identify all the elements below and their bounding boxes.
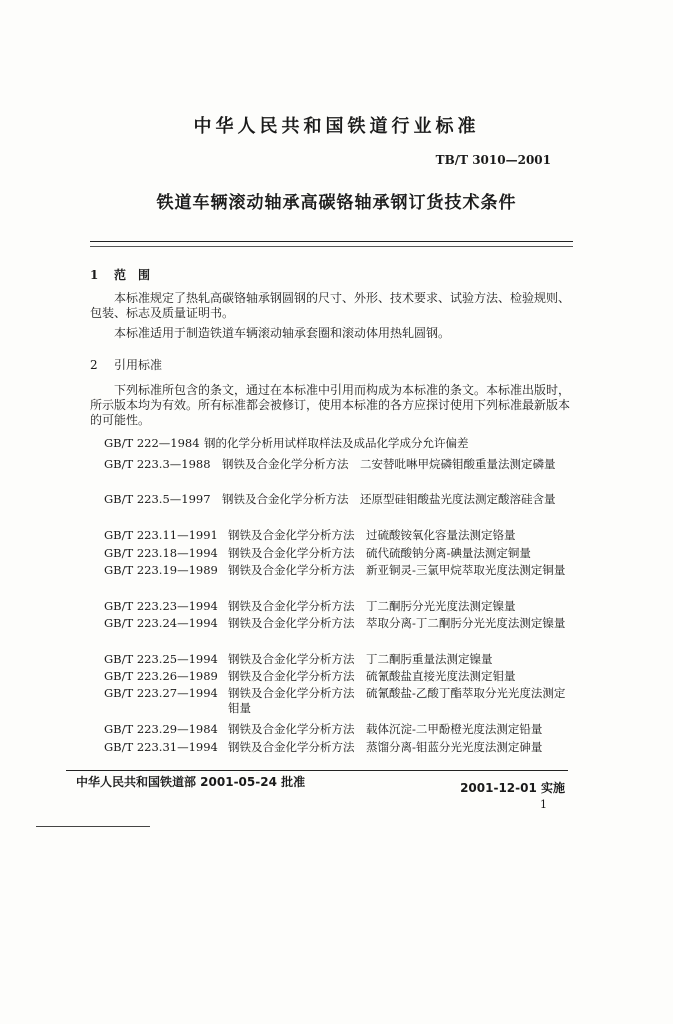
reference-code: GB/T 223.31—1994 <box>104 740 218 754</box>
section-2-title: 引用标准 <box>114 358 163 372</box>
reference-title: 钢铁及合金化学分析方法 蒸馏分离-钼蓝分光光度法测定砷量 <box>228 740 543 754</box>
reference-title: 钢铁及合金化学分析方法 丁二酮肟重量法测定镍量 <box>228 652 493 666</box>
section-2-intro: 下列标准所包含的条文，通过在本标准中引用而构成为本标准的条文。本标准出版时，所示版本均为有效。所有标准都会被修订，使用本标准的各方应探讨使用下列标准最新版本的可能性。 <box>90 383 571 427</box>
document-title: 铁道车辆滚动轴承高碳铬轴承钢订货技术条件 <box>156 193 517 213</box>
reference-title: 钢铁及合金化学分析方法 还原型硅钼酸盐光度法测定酸溶硅含量 <box>222 492 556 506</box>
reference-title: 钢铁及合金化学分析方法 硫氰酸盐直接光度法测定钼量 <box>228 669 516 683</box>
section-1-heading <box>90 266 150 283</box>
reference-code: GB/T 222—1984 <box>104 436 200 450</box>
reference-title: 钢铁及合金化学分析方法 过硫酸铵氧化容量法测定铬量 <box>228 528 516 542</box>
reference-title: 钢铁及合金化学分析方法 硫代硫酸钠分离-碘量法测定铜量 <box>228 546 531 560</box>
reference-code: GB/T 223.27—1994 <box>104 686 218 700</box>
reference-code: GB/T 223.29—1984 <box>104 722 218 736</box>
implementation-date: 2001-12-01 实施 <box>460 781 565 795</box>
reference-title: 钢铁及合金化学分析方法 新亚铜灵-三氯甲烷萃取光度法测定铜量 <box>228 563 566 577</box>
reference-code: GB/T 223.18—1994 <box>104 546 218 560</box>
reference-title: 钢铁及合金化学分析方法 载体沉淀-二甲酚橙光度法测定铅量 <box>228 722 543 736</box>
reference-code: GB/T 223.24—1994 <box>104 616 218 630</box>
reference-code: GB/T 223.23—1994 <box>104 599 218 613</box>
reference-title: 钢铁及合金化学分析方法 丁二酮肟分光光度法测定镍量 <box>228 599 516 613</box>
reference-code: GB/T 223.11—1991 <box>104 528 218 542</box>
reference-title: 钢铁及合金化学分析方法 二安替吡啉甲烷磷钼酸重量法测定磷量 <box>222 457 556 471</box>
header-divider <box>90 241 573 242</box>
section-1-title: 范 围 <box>114 268 151 282</box>
reference-title: 钢铁及合金化学分析方法 萃取分离-丁二酮肟分光光度法测定镍量 <box>228 616 566 630</box>
reference-code: GB/T 223.19—1989 <box>104 563 218 577</box>
org-title: 中华人民共和国铁道行业标准 <box>193 116 480 137</box>
reference-title: 钢铁及合金化学分析方法 硫氰酸盐-乙酸丁酯萃取分光光度法测定钼量 <box>228 686 566 715</box>
section-1-para-2: 本标准适用于制造铁道车辆滚动轴承套圈和滚动体用热轧圆钢。 <box>114 326 451 340</box>
reference-code: GB/T 223.26—1989 <box>104 669 218 683</box>
section-1-number: 1 <box>90 268 99 282</box>
footnote-divider <box>36 826 150 827</box>
header-divider-thin <box>90 246 573 247</box>
footer-divider <box>66 770 568 771</box>
reference-title: 钢的化学分析用试样取样法及成品化学成分允许偏差 <box>204 436 469 450</box>
reference-code: GB/T 223.5—1997 <box>104 492 211 506</box>
page-number: 1 <box>540 798 547 811</box>
section-1-para-1: 本标准规定了热轧高碳铬轴承钢圆钢的尺寸、外形、技术要求、试验方法、检验规则、包装、标志及质量证明书。 <box>90 291 571 320</box>
section-2-heading <box>90 356 162 373</box>
reference-code: GB/T 223.3—1988 <box>104 457 211 471</box>
section-2-number: 2 <box>90 358 98 372</box>
reference-code: GB/T 223.25—1994 <box>104 652 218 666</box>
standard-code: TB/T 3010—2001 <box>435 153 551 167</box>
approval-line: 中华人民共和国铁道部 2001-05-24 批准 <box>76 775 306 789</box>
